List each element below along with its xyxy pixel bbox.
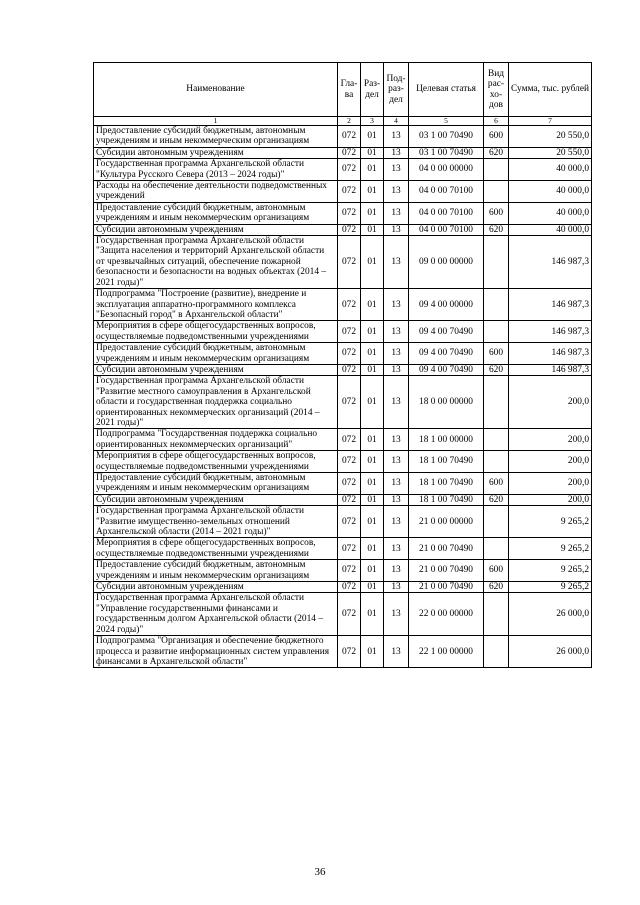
row-name-cell: Субсидии автономным учреждениям (94, 494, 338, 505)
row-subsection-cell: 13 (384, 494, 409, 505)
table-row (94, 236, 592, 289)
row-name-cell: Субсидии автономным учреждениям (94, 224, 338, 235)
row-name-cell: Расходы на обеспечение деятельности подведомственных учреждений (94, 181, 338, 203)
row-amount-cell: 40 000,0 (509, 202, 592, 224)
header-name: Наименование (94, 63, 338, 117)
row-expense-type-cell: 600 (484, 560, 509, 582)
column-number: 6 (484, 117, 509, 126)
row-name-cell: Подпрограмма "Построение (развитие), внедрение и эксплуатация аппаратно-программного комплекса "Безопасный город" в Архангельской области" (94, 289, 338, 321)
row-expense-type-cell: 600 (484, 126, 509, 148)
row-chapter-cell: 072 (338, 473, 361, 495)
row-amount-cell: 146 987,3 (509, 321, 592, 343)
table-row (94, 593, 592, 636)
row-subsection-cell: 13 (384, 126, 409, 148)
row-expense-type-cell (484, 289, 509, 321)
row-name-cell: Предоставление субсидий бюджетным, автономным учреждениям и иным некоммерческим организациям (94, 202, 338, 224)
row-target-cell: 09 4 00 70490 (409, 364, 484, 375)
row-name-cell: Государственная программа Архангельской области "Управление государственными финансами и государственным долгом Архангельской области (2014 – 2024 годы)" (94, 593, 338, 636)
row-section-cell: 01 (361, 538, 384, 560)
row-subsection-cell: 13 (384, 289, 409, 321)
table-body (94, 126, 592, 668)
row-chapter-cell: 072 (338, 451, 361, 473)
table-row (94, 126, 592, 148)
row-amount-cell: 26 000,0 (509, 636, 592, 668)
row-expense-type-cell: 600 (484, 473, 509, 495)
row-name-cell: Мероприятия в сфере общегосударственных вопросов, осуществляемые подведомственными учреждениями (94, 321, 338, 343)
table-row (94, 538, 592, 560)
column-number: 2 (338, 117, 361, 126)
table-row (94, 202, 592, 224)
row-section-cell: 01 (361, 147, 384, 158)
table-row (94, 429, 592, 451)
row-target-cell: 18 1 00 70490 (409, 494, 484, 505)
table-row (94, 376, 592, 429)
header-amount: Сумма, тыс. рублей (509, 63, 592, 117)
row-name-cell: Мероприятия в сфере общегосударственных вопросов, осуществляемые подведомственными учреждениями (94, 451, 338, 473)
page-number: 36 (314, 866, 326, 878)
column-number: 1 (94, 117, 338, 126)
row-target-cell: 04 0 00 70100 (409, 224, 484, 235)
row-section-cell: 01 (361, 202, 384, 224)
header-expense-type: Вид рас-хо-дов (484, 63, 509, 117)
row-amount-cell: 26 000,0 (509, 593, 592, 636)
table-row (94, 224, 592, 235)
row-target-cell: 21 0 00 70490 (409, 582, 484, 593)
table-row (94, 494, 592, 505)
row-subsection-cell: 13 (384, 473, 409, 495)
row-section-cell: 01 (361, 376, 384, 429)
table-row (94, 364, 592, 375)
row-target-cell: 18 1 00 00000 (409, 429, 484, 451)
row-expense-type-cell (484, 538, 509, 560)
row-target-cell: 09 4 00 70490 (409, 321, 484, 343)
row-target-cell: 18 0 00 00000 (409, 376, 484, 429)
row-chapter-cell: 072 (338, 321, 361, 343)
row-subsection-cell: 13 (384, 147, 409, 158)
row-expense-type-cell: 600 (484, 343, 509, 365)
row-target-cell: 09 0 00 00000 (409, 236, 484, 289)
row-expense-type-cell: 620 (484, 147, 509, 158)
row-amount-cell: 40 000,0 (509, 224, 592, 235)
table-row (94, 636, 592, 668)
row-name-cell: Подпрограмма "Государственная поддержка социально ориентированных некоммерческих организаций" (94, 429, 338, 451)
row-subsection-cell: 13 (384, 582, 409, 593)
row-chapter-cell: 072 (338, 538, 361, 560)
row-chapter-cell: 072 (338, 506, 361, 538)
row-expense-type-cell (484, 636, 509, 668)
row-expense-type-cell (484, 593, 509, 636)
row-expense-type-cell (484, 181, 509, 203)
row-expense-type-cell (484, 429, 509, 451)
row-name-cell: Государственная программа Архангельской области "Защита населения и территорий Архангельской области от чрезвычайных ситуаций, обеспечение пожарной безопасности и безопасности на водных объектах (2014 – 2021 годы)" (94, 236, 338, 289)
row-subsection-cell: 13 (384, 181, 409, 203)
row-expense-type-cell: 620 (484, 494, 509, 505)
table-row (94, 506, 592, 538)
row-section-cell: 01 (361, 236, 384, 289)
row-chapter-cell: 072 (338, 289, 361, 321)
row-name-cell: Субсидии автономным учреждениям (94, 364, 338, 375)
row-amount-cell: 9 265,2 (509, 560, 592, 582)
row-amount-cell: 200,0 (509, 494, 592, 505)
row-chapter-cell: 072 (338, 494, 361, 505)
row-target-cell: 03 1 00 70490 (409, 126, 484, 148)
header-chapter: Гла-ва (338, 63, 361, 117)
table-row (94, 321, 592, 343)
row-chapter-cell: 072 (338, 202, 361, 224)
row-chapter-cell: 072 (338, 364, 361, 375)
row-target-cell: 21 0 00 70490 (409, 560, 484, 582)
row-subsection-cell: 13 (384, 376, 409, 429)
row-target-cell: 09 4 00 70490 (409, 343, 484, 365)
row-chapter-cell: 072 (338, 159, 361, 181)
row-section-cell: 01 (361, 321, 384, 343)
row-expense-type-cell: 620 (484, 582, 509, 593)
row-section-cell: 01 (361, 636, 384, 668)
column-number-row (94, 117, 592, 126)
row-subsection-cell: 13 (384, 538, 409, 560)
row-expense-type-cell (484, 451, 509, 473)
row-amount-cell: 200,0 (509, 376, 592, 429)
row-name-cell: Мероприятия в сфере общегосударственных вопросов, осуществляемые подведомственными учреждениями (94, 538, 338, 560)
row-amount-cell: 200,0 (509, 429, 592, 451)
row-section-cell: 01 (361, 343, 384, 365)
row-subsection-cell: 13 (384, 593, 409, 636)
row-name-cell: Подпрограмма "Организация и обеспечение бюджетного процесса и развитие информационных систем управления финансами в Архангельской области" (94, 636, 338, 668)
row-target-cell: 04 0 00 00000 (409, 159, 484, 181)
row-name-cell: Государственная программа Архангельской области "Развитие имущественно-земельных отношений Архангельской области (2014 – 2021 годы)" (94, 506, 338, 538)
row-section-cell: 01 (361, 224, 384, 235)
table-row (94, 343, 592, 365)
row-chapter-cell: 072 (338, 429, 361, 451)
table-row (94, 582, 592, 593)
row-section-cell: 01 (361, 582, 384, 593)
row-chapter-cell: 072 (338, 376, 361, 429)
row-amount-cell: 146 987,3 (509, 343, 592, 365)
row-amount-cell: 9 265,2 (509, 582, 592, 593)
row-expense-type-cell: 620 (484, 364, 509, 375)
row-subsection-cell: 13 (384, 364, 409, 375)
row-expense-type-cell (484, 506, 509, 538)
column-number: 3 (361, 117, 384, 126)
row-chapter-cell: 072 (338, 126, 361, 148)
row-amount-cell: 40 000,0 (509, 159, 592, 181)
row-section-cell: 01 (361, 181, 384, 203)
budget-table (93, 62, 592, 668)
row-chapter-cell: 072 (338, 593, 361, 636)
row-target-cell: 03 1 00 70490 (409, 147, 484, 158)
row-name-cell: Государственная программа Архангельской области "Культура Русского Севера (2013 – 2024 годы)" (94, 159, 338, 181)
row-subsection-cell: 13 (384, 506, 409, 538)
table-header-row (94, 63, 592, 117)
column-number: 7 (509, 117, 592, 126)
row-expense-type-cell: 620 (484, 224, 509, 235)
row-section-cell: 01 (361, 159, 384, 181)
row-amount-cell: 200,0 (509, 473, 592, 495)
row-subsection-cell: 13 (384, 236, 409, 289)
row-section-cell: 01 (361, 126, 384, 148)
row-target-cell: 04 0 00 70100 (409, 181, 484, 203)
row-expense-type-cell (484, 321, 509, 343)
row-section-cell: 01 (361, 560, 384, 582)
row-subsection-cell: 13 (384, 429, 409, 451)
header-target: Целевая статья (409, 63, 484, 117)
row-target-cell: 21 0 00 70490 (409, 538, 484, 560)
table-row (94, 159, 592, 181)
table-row (94, 451, 592, 473)
row-chapter-cell: 072 (338, 343, 361, 365)
row-amount-cell: 9 265,2 (509, 538, 592, 560)
row-section-cell: 01 (361, 429, 384, 451)
row-target-cell: 22 0 00 00000 (409, 593, 484, 636)
row-subsection-cell: 13 (384, 636, 409, 668)
row-name-cell: Государственная программа Архангельской области "Развитие местного самоуправления в Архангельской области и государственная поддержка социально ориентированных некоммерческих организаций (2014 – 2021 годы)" (94, 376, 338, 429)
row-chapter-cell: 072 (338, 181, 361, 203)
row-expense-type-cell: 600 (484, 202, 509, 224)
row-section-cell: 01 (361, 494, 384, 505)
row-amount-cell: 40 000,0 (509, 181, 592, 203)
row-subsection-cell: 13 (384, 451, 409, 473)
row-subsection-cell: 13 (384, 560, 409, 582)
row-expense-type-cell (484, 236, 509, 289)
table-row (94, 147, 592, 158)
row-name-cell: Предоставление субсидий бюджетным, автономным учреждениям и иным некоммерческим организациям (94, 560, 338, 582)
row-target-cell: 09 4 00 00000 (409, 289, 484, 321)
row-target-cell: 18 1 00 70490 (409, 473, 484, 495)
row-chapter-cell: 072 (338, 236, 361, 289)
row-subsection-cell: 13 (384, 159, 409, 181)
row-subsection-cell: 13 (384, 343, 409, 365)
row-target-cell: 21 0 00 00000 (409, 506, 484, 538)
table-row (94, 473, 592, 495)
row-amount-cell: 20 550,0 (509, 147, 592, 158)
row-expense-type-cell (484, 159, 509, 181)
row-name-cell: Предоставление субсидий бюджетным, автономным учреждениям и иным некоммерческим организациям (94, 126, 338, 148)
row-name-cell: Предоставление субсидий бюджетным, автономным учреждениям и иным некоммерческим организациям (94, 473, 338, 495)
row-chapter-cell: 072 (338, 582, 361, 593)
row-section-cell: 01 (361, 451, 384, 473)
row-target-cell: 22 1 00 00000 (409, 636, 484, 668)
header-section: Раз-дел (361, 63, 384, 117)
table-row (94, 560, 592, 582)
row-section-cell: 01 (361, 364, 384, 375)
column-number: 4 (384, 117, 409, 126)
row-amount-cell: 200,0 (509, 451, 592, 473)
row-chapter-cell: 072 (338, 560, 361, 582)
row-subsection-cell: 13 (384, 321, 409, 343)
header-subsection: Под-раз-дел (384, 63, 409, 117)
row-section-cell: 01 (361, 506, 384, 538)
row-amount-cell: 146 987,3 (509, 236, 592, 289)
row-target-cell: 04 0 00 70100 (409, 202, 484, 224)
row-subsection-cell: 13 (384, 202, 409, 224)
row-name-cell: Предоставление субсидий бюджетным, автономным учреждениям и иным некоммерческим организациям (94, 343, 338, 365)
row-amount-cell: 20 550,0 (509, 126, 592, 148)
row-section-cell: 01 (361, 473, 384, 495)
table-row (94, 181, 592, 203)
column-number: 5 (409, 117, 484, 126)
row-amount-cell: 9 265,2 (509, 506, 592, 538)
row-target-cell: 18 1 00 70490 (409, 451, 484, 473)
row-section-cell: 01 (361, 289, 384, 321)
row-amount-cell: 146 987,3 (509, 289, 592, 321)
row-amount-cell: 146 987,3 (509, 364, 592, 375)
row-subsection-cell: 13 (384, 224, 409, 235)
table-row (94, 289, 592, 321)
row-chapter-cell: 072 (338, 224, 361, 235)
row-chapter-cell: 072 (338, 147, 361, 158)
row-name-cell: Субсидии автономным учреждениям (94, 582, 338, 593)
row-chapter-cell: 072 (338, 636, 361, 668)
row-section-cell: 01 (361, 593, 384, 636)
row-expense-type-cell (484, 376, 509, 429)
row-name-cell: Субсидии автономным учреждениям (94, 147, 338, 158)
